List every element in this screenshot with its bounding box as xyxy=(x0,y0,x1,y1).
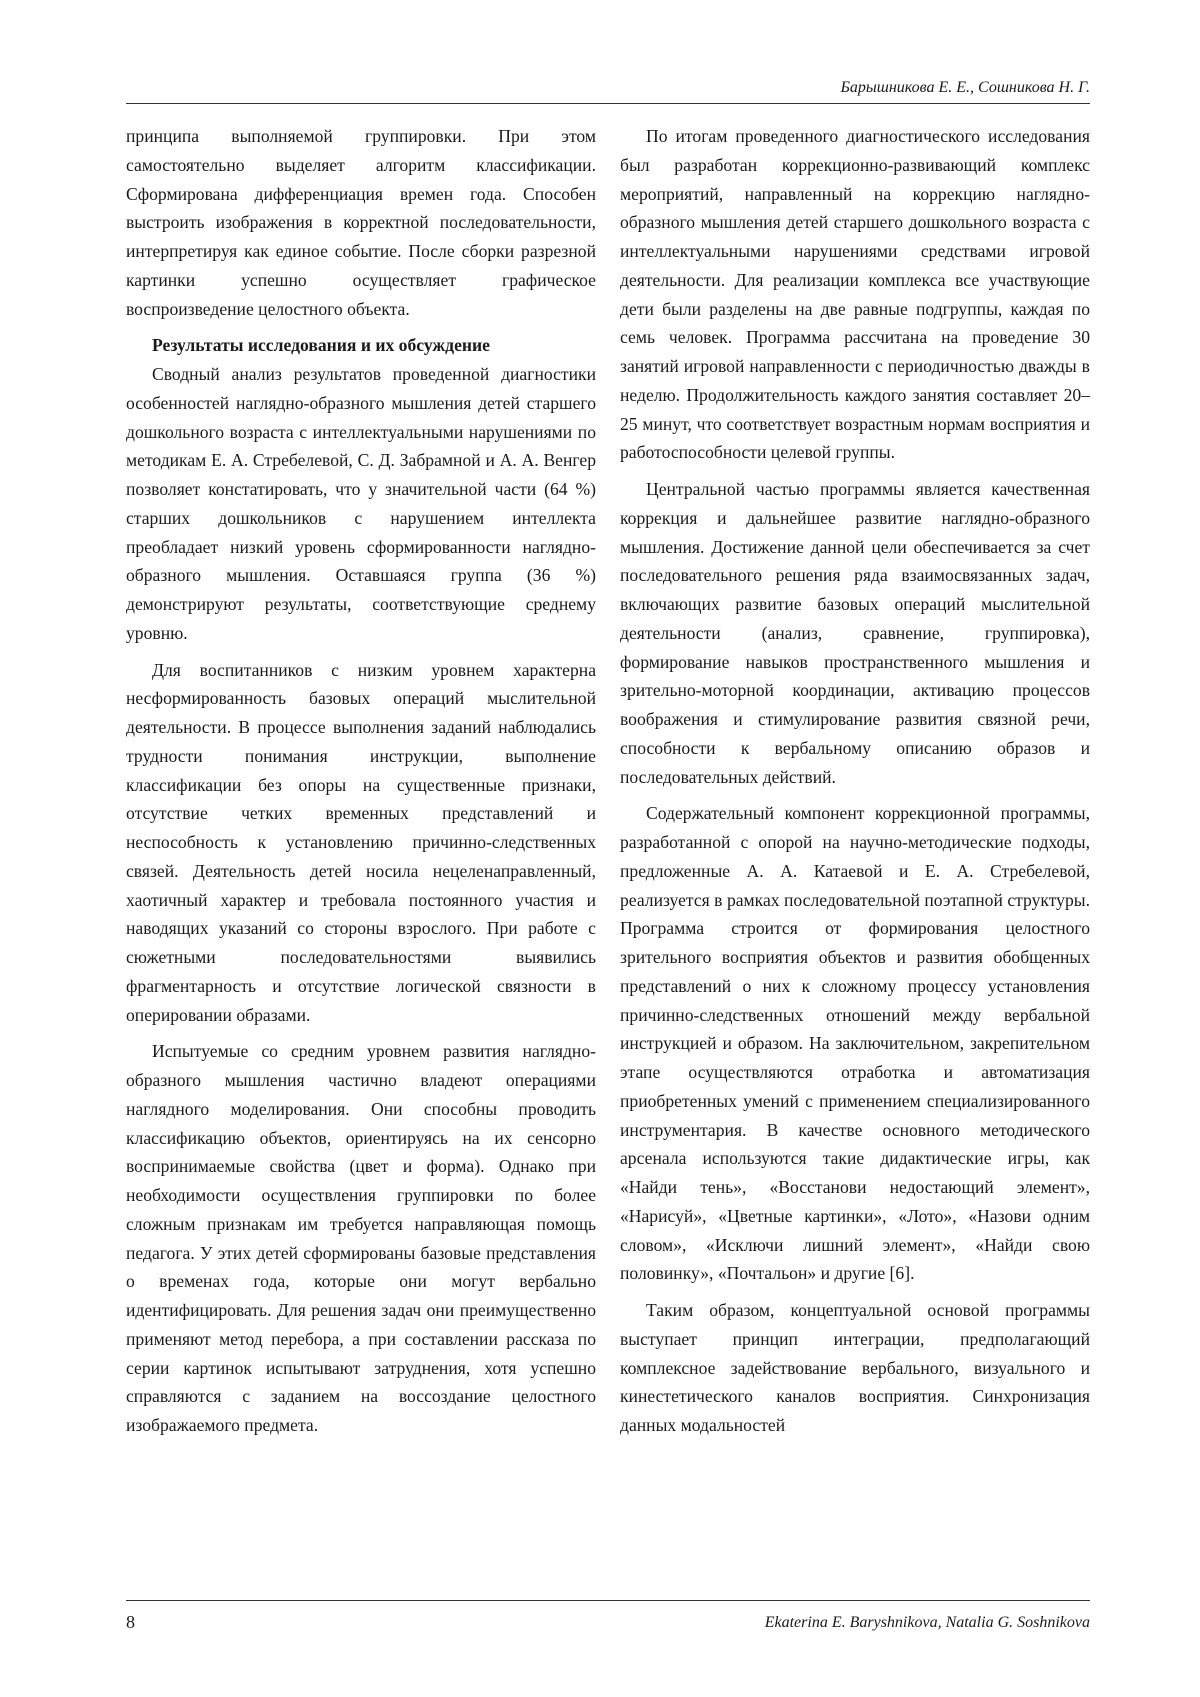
paragraph: Сводный анализ результатов проведенной диагностики особенностей наглядно-образного мышления детей старшего дошкольного возраста с интеллектуальными нарушениями по методикам Е. А. Стребелевой, С. Д. Забрамной и А. А. Венгер позволяет констатировать, что у значительной части (64 %) старших дошкольников с нарушением интеллекта преобладает низкий уровень сформированности наглядно-образного мышления. Оставшаяся группа (36 %) демонстрируют результаты, соответствующие среднему уровню. xyxy=(126,364,596,643)
running-foot: Ekaterina E. Baryshnikova, Natalia G. Soshnikova xyxy=(764,1614,1090,1631)
paragraph: Испытуемые со средним уровнем развития наглядно-образного мышления частично владеют операциями наглядного моделирования. Они способны проводить классификацию объектов, ориентируясь на их сенсорно воспринимаемые свойства (цвет и форма). Однако при необходимости осуществления группировки по более сложным признакам им требуется направляющая помощь педагога. У этих детей сформированы базовые представления о временах года, которые они могут вербально идентифицировать. Для решения задач они преимущественно применяют метод перебора, а при составлении рассказа по серии картинок испытывают затруднения, хотя успешно справляются с заданием на воссоздание целостного изображаемого предмета. xyxy=(126,1041,596,1435)
page-number: 8 xyxy=(126,1612,135,1632)
footer-rule xyxy=(126,1600,1090,1601)
paragraph: Для воспитанников с низким уровнем характерна несформированность базовых операций мыслительной деятельности. В процессе выполнения заданий наблюдались трудности понимания инструкции, выполнение классификации без опоры на существенные признаки, отсутствие четких временных представлений и неспособность к установлению причинно-следственных связей. Деятельность детей носила нецеленаправленный, хаотичный характер и требовала постоянного участия и наводящих указаний со стороны взрослого. При работе с сюжетными последовательностями выявились фрагментарность и отсутствие логической связности в оперировании образами. xyxy=(126,659,596,1025)
left-column xyxy=(126,122,596,1448)
running-head: Барышникова Е. Е., Сошникова Н. Г. xyxy=(840,79,1090,96)
paragraph: Содержательный компонент коррекционной программы, разработанной с опорой на научно-методические подходы, предложенные А. А. Катаевой и Е. А. Стребелевой, реализуется в рамках последовательной поэтапной структуры. Программа строится от формирования целостного зрительного восприятия объектов и развития обобщенных представлений о них к сложному процессу установления причинно-следственных отношений между вербальной инструкцией и образом. На заключительном, закрепительном этапе осуществляются отработка и автоматизация приобретенных умений с применением специализированного инструментария. В качестве основного методического арсенала используются такие дидактические игры, как «Найди тень», «Восстанови недостающий элемент», «Нарисуй», «Цветные картинки», «Лото», «Назови одним словом», «Исключи лишний элемент», «Найди свою половинку», «Почтальон» и другие [6]. xyxy=(620,803,1090,1284)
header-rule xyxy=(126,103,1090,104)
paragraph: Таким образом, концептуальной основой программы выступает принцип интеграции, предполагающий комплексное задействование вербального, визуального и кинестетического каналов восприятия. Синхронизация данных модальностей xyxy=(620,1300,1090,1435)
right-column xyxy=(620,122,1090,1448)
paragraph: принципа выполняемой группировки. При этом самостоятельно выделяет алгоритм классификации. Сформирована дифференциация времен года. Способен выстроить изображения в корректной последовательности, интерпретируя как единое событие. После сборки разрезной картинки успешно осуществляет графическое воспроизведение целостного объекта. xyxy=(126,126,596,319)
section-heading: Результаты исследования и их обсуждение xyxy=(152,335,490,356)
paragraph: По итогам проведенного диагностического исследования был разработан коррекционно-развивающий комплекс мероприятий, направленный на коррекцию наглядно-образного мышления детей старшего дошкольного возраста с интеллектуальными нарушениями средствами игровой деятельности. Для реализации комплекса все участвующие дети были разделены на две равные подгруппы, каждая по семь человек. Программа рассчитана на проведение 30 занятий игровой направленности с периодичностью дважды в неделю. Продолжительность каждого занятия составляет 20–25 минут, что соответствует возрастным нормам восприятия и работоспособности целевой группы. xyxy=(620,126,1090,463)
paragraph: Центральной частью программы является качественная коррекция и дальнейшее развитие наглядно-образного мышления. Достижение данной цели обеспечивается за счет последовательного решения ряда взаимосвязанных задач, включающих развитие базовых операций мыслительной деятельности (анализ, сравнение, группировка), формирование навыков пространственного мышления и зрительно-моторной координации, активацию процессов воображения и стимулирование развития связной речи, способности к вербальному описанию образов и последовательных действий. xyxy=(620,479,1090,787)
